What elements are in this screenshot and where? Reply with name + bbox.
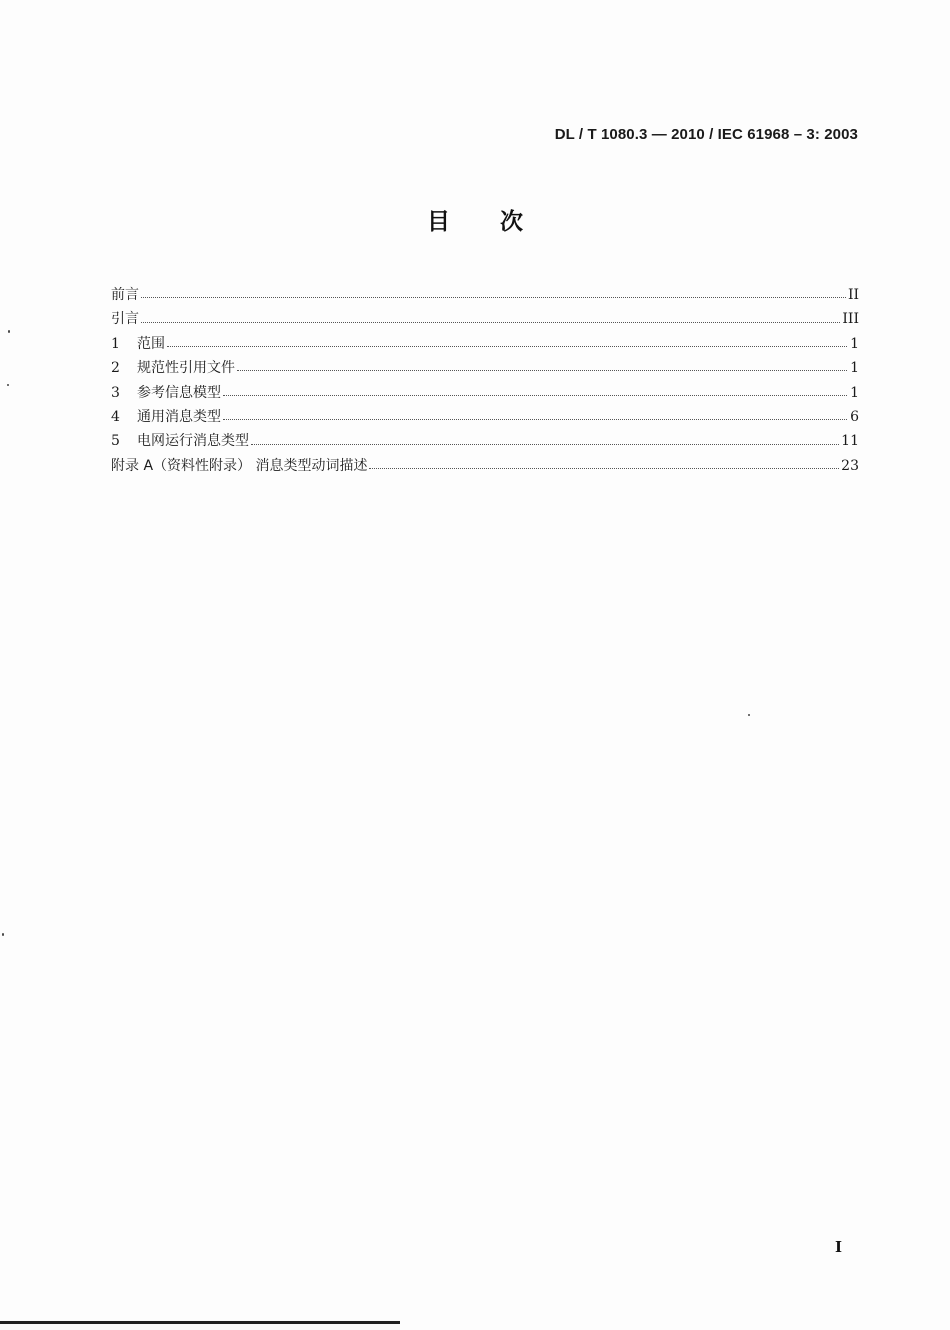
dot-leader xyxy=(251,443,839,445)
toc-entry-number: 2 xyxy=(111,360,120,377)
toc-entry-number: 4 xyxy=(111,408,120,425)
standard-code-header: DL / T 1080.3 — 2010 / IEC 61968 – 3: 2003 xyxy=(554,126,858,143)
toc-entry-title: 范围 xyxy=(137,335,165,352)
toc-title xyxy=(0,203,950,236)
dot-leader xyxy=(167,345,847,347)
toc-entry-scope[interactable] xyxy=(111,332,859,356)
toc-entry-title: 通用消息类型 xyxy=(137,408,221,425)
toc-entry-page: 11 xyxy=(841,433,859,450)
dot-leader xyxy=(141,296,846,298)
toc-entry-title: 电网运行消息类型 xyxy=(137,433,249,450)
toc-entry-title: 参考信息模型 xyxy=(137,384,221,401)
toc-entry-page: 6 xyxy=(850,408,859,425)
toc-entry-page: 23 xyxy=(841,457,859,474)
scan-speck xyxy=(748,714,750,716)
toc-entry-page: 1 xyxy=(850,384,859,401)
toc-entry-page: III xyxy=(842,311,859,328)
toc-list xyxy=(111,283,859,478)
dot-leader xyxy=(141,321,840,323)
toc-entry-title: 规范性引用文件 xyxy=(137,360,235,377)
toc-entry-number: 3 xyxy=(111,384,120,401)
toc-entry-reference-model[interactable] xyxy=(111,381,859,405)
toc-entry-number: 1 xyxy=(111,335,120,352)
toc-entry-number: 5 xyxy=(111,433,120,450)
toc-entry-page: II xyxy=(847,287,859,303)
toc-title-right: 次 xyxy=(500,209,523,235)
scan-speck xyxy=(2,933,4,936)
toc-entry-preface[interactable] xyxy=(111,283,859,307)
dot-leader xyxy=(223,394,847,396)
toc-entry-introduction[interactable] xyxy=(111,307,859,331)
toc-entry-title: 引言 xyxy=(111,311,139,328)
toc-title-left: 目 xyxy=(427,209,450,235)
toc-entry-annex-a[interactable] xyxy=(111,454,859,478)
toc-entry-page: 1 xyxy=(850,360,859,377)
page-number: I xyxy=(835,1238,843,1256)
toc-entry-title: 前言 xyxy=(111,287,139,303)
scan-speck xyxy=(8,330,10,333)
toc-entry-network-operation-message-types[interactable] xyxy=(111,429,859,453)
toc-entry-normative-references[interactable] xyxy=(111,356,859,380)
toc-entry-title: 附录 A（资料性附录） 消息类型动词描述 xyxy=(111,457,368,474)
scan-speck xyxy=(7,384,9,386)
dot-leader xyxy=(237,369,847,371)
dot-leader xyxy=(369,467,839,469)
toc-entry-common-message-types[interactable] xyxy=(111,405,859,429)
dot-leader xyxy=(223,418,847,420)
toc-entry-page: 1 xyxy=(850,335,859,352)
scan-bottom-edge xyxy=(0,1321,400,1324)
